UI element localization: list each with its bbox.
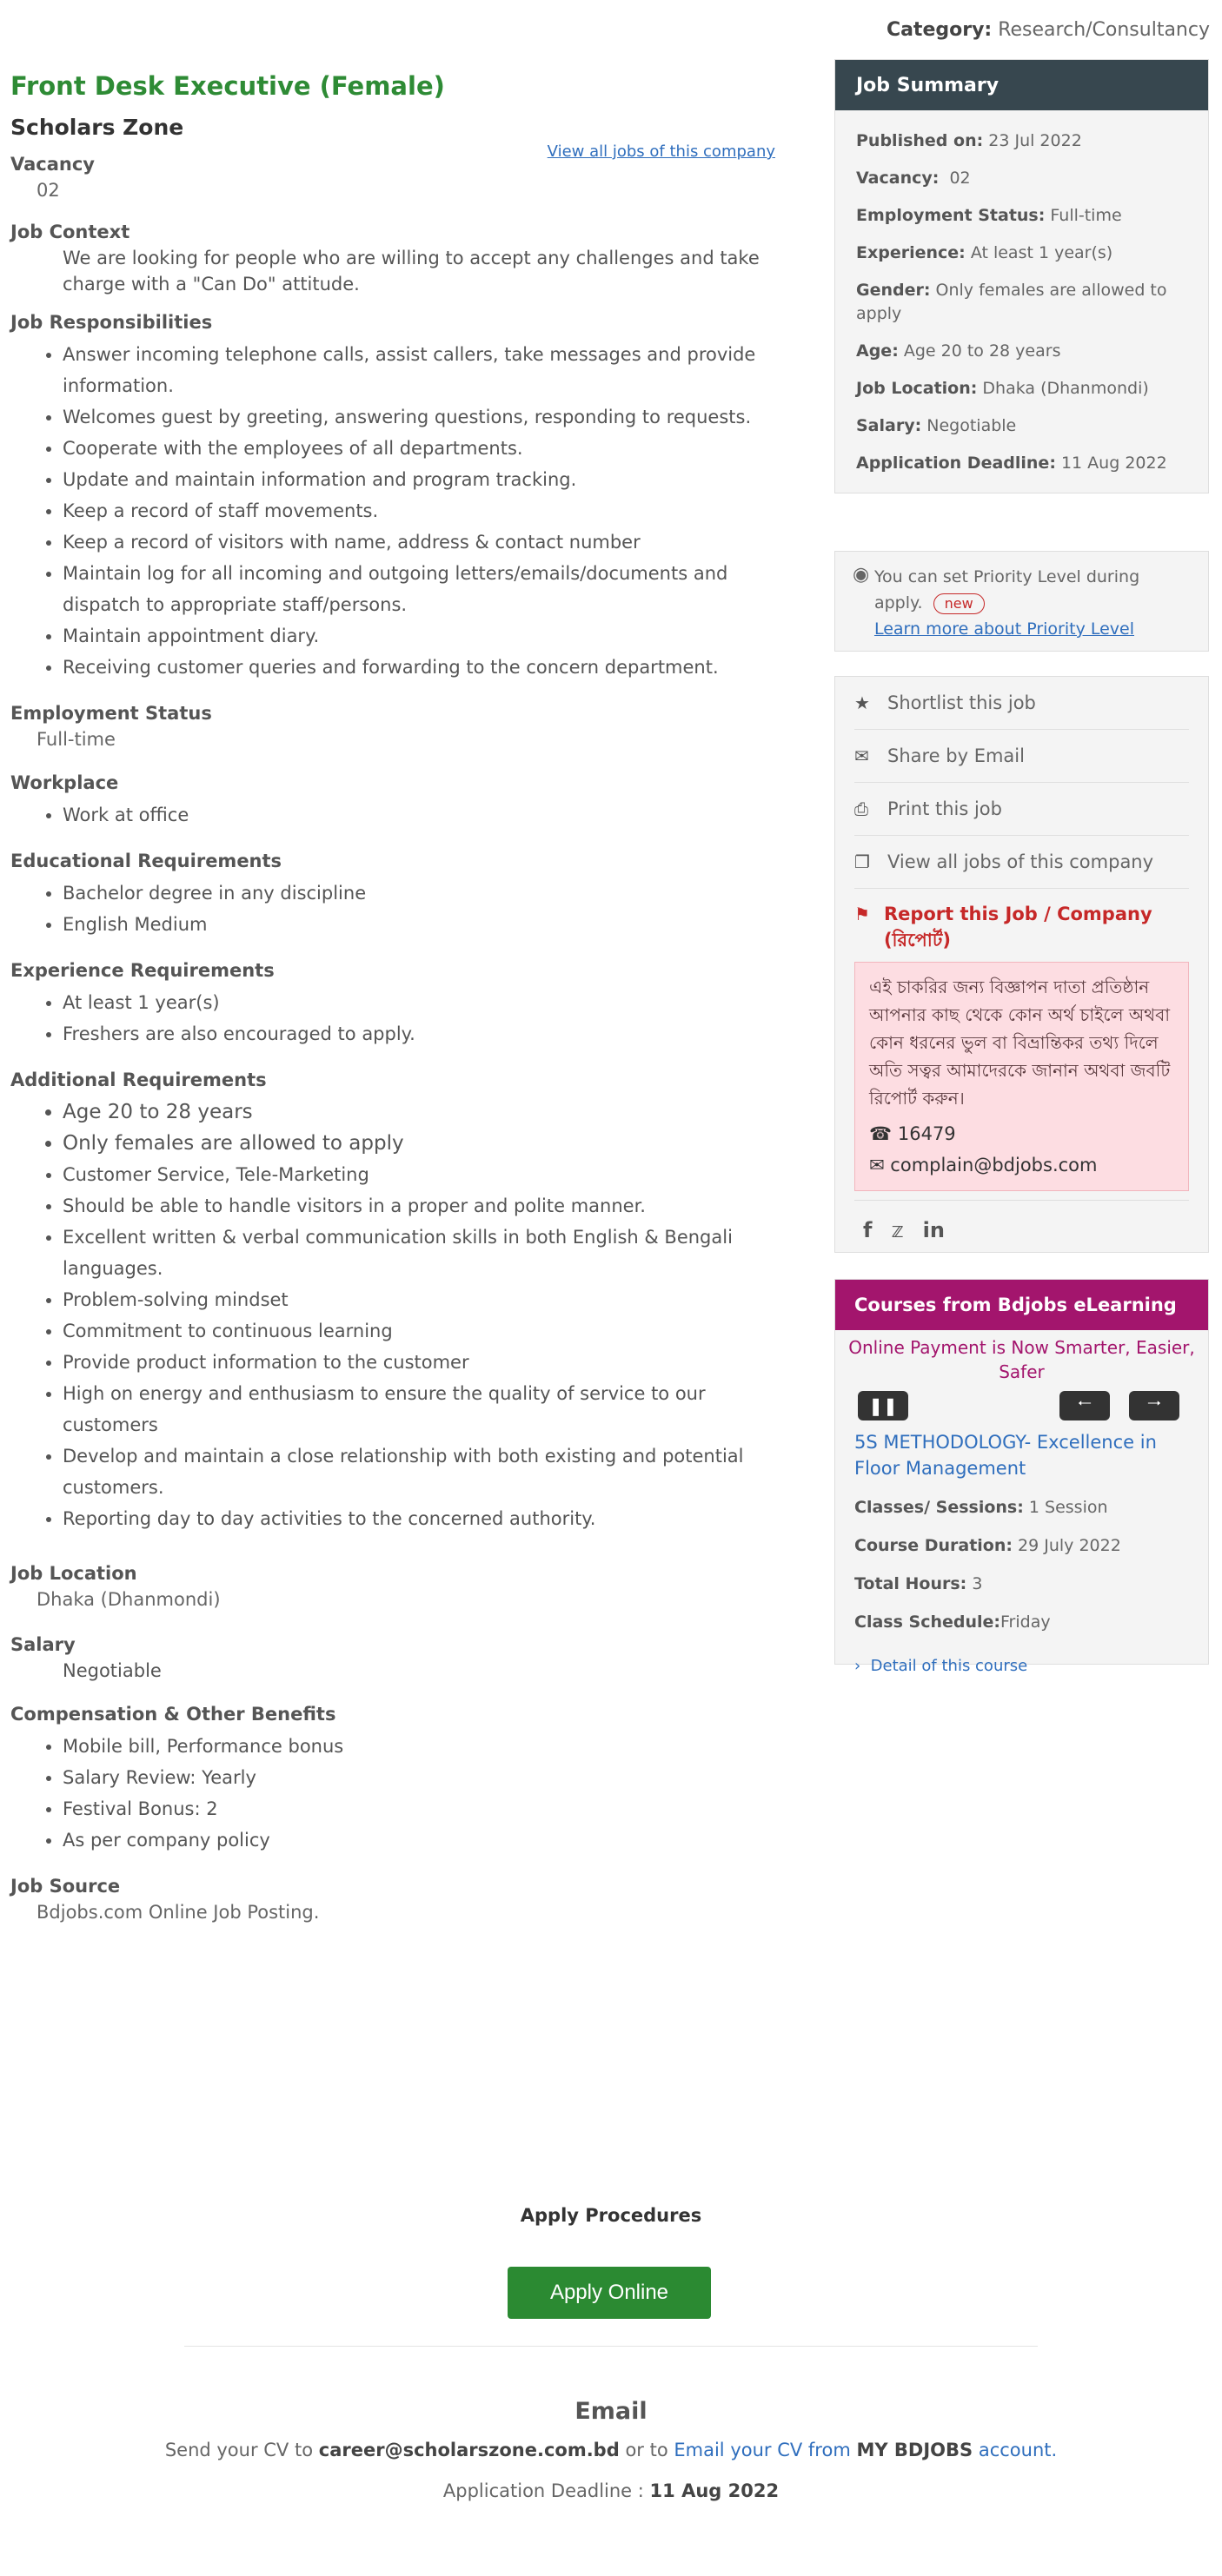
share-by-email-button[interactable]	[854, 730, 1189, 783]
job-details	[10, 70, 775, 1925]
application-deadline	[0, 2480, 1222, 2501]
employment-status-section	[10, 700, 775, 752]
list-item: • At least 1 year(s)	[63, 987, 775, 1018]
summary-value: 23 Jul 2022	[988, 131, 1082, 150]
report-label: Report this Job / Company (রিপোর্ট)	[883, 904, 1152, 950]
summary-row	[856, 242, 1187, 265]
list-item: • Salary Review: Yearly	[63, 1762, 775, 1793]
view-all-label: View all jobs of this company	[887, 851, 1154, 872]
job-title: Front Desk Executive (Female)	[10, 71, 445, 101]
list-item: • Customer Service, Tele-Marketing	[63, 1159, 775, 1190]
employment-status-value: Full-time	[37, 729, 116, 750]
additional-requirements-heading: Additional Requirements	[10, 1069, 267, 1090]
warning-text: এই চাকরির জন্য বিজ্ঞাপন দাতা প্রতিষ্ঠান আপনার কাছ থেকে কোন অর্থ চাইলে অথবা কোন ধরনের ভুল বা বিভ্রান্তিকর তথ্য দিলে অতি সত্বর আমাদেরকে জানান অথবা জবটি রিপোর্ট করুন।	[869, 977, 1171, 1109]
list-item: • Festival Bonus: 2	[63, 1793, 775, 1824]
twitter-icon[interactable]: 𝕫	[891, 1217, 904, 1242]
education-heading: Educational Requirements	[10, 851, 282, 871]
course-value: 1 Session	[1028, 1498, 1108, 1517]
course-value: 3	[972, 1574, 983, 1593]
send-cv-prefix: Send your CV to	[164, 2440, 314, 2460]
carousel-controls	[835, 1387, 1208, 1426]
job-source-heading: Job Source	[10, 1876, 121, 1897]
course-row	[854, 1572, 1189, 1596]
courses-heading: Courses from Bdjobs eLearning	[835, 1280, 1208, 1330]
shortlist-job-button[interactable]	[854, 677, 1189, 730]
summary-label: Gender:	[856, 281, 931, 300]
workplace-section	[10, 770, 775, 831]
star-icon: ★	[854, 692, 870, 713]
course-label: Classes/ Sessions:	[854, 1498, 1024, 1517]
copy-icon: ❐	[854, 851, 870, 872]
warning-box	[854, 962, 1189, 1191]
hotline-number: 16479	[897, 1123, 956, 1144]
list-item: • Should be able to handle visitors in a proper and polite manner.	[63, 1190, 775, 1222]
apply-procedures-heading: Apply Procedures	[520, 2205, 702, 2226]
email-heading: Email	[574, 2398, 648, 2425]
vacancy-value: 02	[37, 180, 60, 201]
list-item: • Maintain log for all incoming and outgoing letters/emails/documents and dispatch to appropriate staff/persons.	[63, 558, 775, 620]
email-cv-link[interactable]: Email your CV from	[674, 2440, 851, 2460]
additional-requirements-section	[10, 1067, 775, 1534]
list-item: • Freshers are also encouraged to apply.	[63, 1018, 775, 1050]
list-item: • Receiving customer queries and forwarding to the concern department.	[63, 652, 775, 683]
list-item: • Mobile bill, Performance bonus	[63, 1731, 775, 1762]
email-instructions	[0, 2440, 1222, 2460]
divider	[184, 2346, 1038, 2347]
apply-online-button[interactable]: Apply Online	[508, 2267, 711, 2319]
list-item: • Develop and maintain a close relationship with both existing and potential customers.	[63, 1440, 775, 1503]
list-item: • Maintain appointment diary.	[63, 620, 775, 652]
job-actions-panel	[834, 676, 1209, 1253]
summary-row	[856, 129, 1187, 153]
summary-value: At least 1 year(s)	[970, 243, 1113, 262]
list-item: • Keep a record of visitors with name, address & contact number	[63, 526, 775, 558]
deadline-value: 11 Aug 2022	[649, 2480, 780, 2501]
list-item: • Problem-solving mindset	[63, 1284, 775, 1315]
flag-icon: ⚑	[854, 904, 870, 924]
job-context-section	[10, 219, 775, 297]
course-detail-label: Detail of this course	[870, 1657, 1028, 1675]
summary-row	[856, 279, 1187, 326]
course-title-link[interactable]: 5S METHODOLOGY- Excellence in Floor Management	[854, 1432, 1157, 1479]
summary-label: Experience:	[856, 243, 966, 262]
envelope-icon: ✉	[854, 745, 869, 766]
linkedin-icon[interactable]: in	[922, 1217, 945, 1242]
list-item: • Reporting day to day activities to the concerned authority.	[63, 1503, 775, 1534]
summary-row	[856, 414, 1187, 438]
pause-button[interactable]: ❚❚	[858, 1391, 908, 1420]
employment-status-heading: Employment Status	[10, 703, 212, 724]
category-value: Research/Consultancy	[998, 19, 1210, 41]
company-email: career@scholarszone.com.bd	[318, 2440, 620, 2460]
list-item: • Commitment to continuous learning	[63, 1315, 775, 1347]
job-context-heading: Job Context	[10, 222, 130, 242]
summary-value: Only females are allowed to apply	[856, 281, 1167, 323]
category	[887, 19, 1210, 41]
vacancy-heading: Vacancy	[10, 154, 95, 175]
complain-email-row	[869, 1150, 1174, 1180]
list-item: • Excellent written & verbal communication skills in both English & Bengali languages.	[63, 1222, 775, 1284]
printer-icon: ⎙	[854, 798, 868, 819]
list-item: • Provide product information to the customer	[63, 1347, 775, 1378]
list-item: • As per company policy	[63, 1824, 775, 1856]
prev-arrow-button[interactable]: 🠀	[1059, 1391, 1110, 1420]
summary-value: Dhaka (Dhanmondi)	[982, 379, 1149, 398]
list-item: • High on energy and enthusiasm to ensure the quality of service to our customers	[63, 1378, 775, 1440]
category-label: Category:	[886, 19, 993, 41]
summary-label: Application Deadline:	[856, 454, 1056, 473]
course-label: Class Schedule:	[854, 1612, 1000, 1632]
list-item: • Keep a record of staff movements.	[63, 495, 775, 526]
compensation-heading: Compensation & Other Benefits	[10, 1704, 336, 1725]
phone-icon: ☎	[869, 1123, 893, 1144]
priority-level-panel	[834, 551, 1209, 652]
list-item: • Cooperate with the employees of all departments.	[63, 433, 775, 464]
social-share-bar	[854, 1200, 1189, 1259]
complain-email: complain@bdjobs.com	[890, 1155, 1098, 1175]
job-location-value: Dhaka (Dhanmondi)	[37, 1589, 221, 1610]
view-all-jobs-link[interactable]: View all jobs of this company	[547, 142, 775, 161]
summary-row	[856, 167, 1187, 190]
shortlist-label: Shortlist this job	[887, 692, 1036, 713]
compensation-section	[10, 1701, 775, 1856]
job-summary-panel	[834, 59, 1209, 493]
facebook-icon[interactable]: f	[863, 1217, 873, 1242]
salary-section	[10, 1632, 775, 1684]
summary-row	[856, 340, 1187, 363]
elearning-courses-panel	[834, 1279, 1209, 1675]
list-item: • Work at office	[63, 799, 775, 831]
course-detail-link[interactable]	[854, 1657, 1189, 1675]
course-row	[854, 1495, 1189, 1520]
responsibilities-heading: Job Responsibilities	[10, 312, 213, 333]
my-bdjobs-label: MY BDJOBS	[856, 2440, 973, 2460]
job-location-section	[10, 1560, 775, 1612]
share-label: Share by Email	[887, 745, 1025, 766]
summary-row	[856, 204, 1187, 228]
experience-section	[10, 957, 775, 1050]
course-value: Friday	[1000, 1612, 1051, 1632]
job-source-section	[10, 1873, 775, 1925]
list-item: • Bachelor degree in any discipline	[63, 877, 775, 909]
company-name: Scholars Zone	[10, 115, 184, 140]
report-job-button[interactable]	[854, 889, 1189, 962]
course-row	[854, 1533, 1189, 1558]
education-section	[10, 848, 775, 940]
summary-label: Published on:	[856, 131, 984, 150]
view-all-company-jobs-button[interactable]	[854, 836, 1189, 889]
job-context-line-2: charge with a "Can Do" attitude.	[63, 274, 360, 295]
job-source-value: Bdjobs.com Online Job Posting.	[37, 1902, 320, 1923]
summary-value: 02	[949, 169, 971, 188]
list-item: • Answer incoming telephone calls, assist callers, take messages and provide information.	[63, 339, 775, 401]
summary-value: 11 Aug 2022	[1060, 454, 1167, 473]
workplace-heading: Workplace	[10, 772, 119, 793]
responsibilities-section	[10, 309, 775, 683]
list-item: • Only females are allowed to apply	[63, 1128, 775, 1159]
envelope-icon: ✉	[869, 1155, 885, 1175]
salary-heading: Salary	[10, 1634, 76, 1655]
course-value: 29 July 2022	[1018, 1536, 1121, 1555]
print-label: Print this job	[887, 798, 1002, 819]
summary-label: Salary:	[856, 416, 922, 435]
job-location-heading: Job Location	[10, 1563, 137, 1584]
print-job-button[interactable]	[854, 783, 1189, 836]
summary-label: Age:	[856, 341, 899, 361]
course-label: Total Hours:	[854, 1574, 967, 1593]
course-label: Course Duration:	[854, 1536, 1013, 1555]
list-item: • Age 20 to 28 years	[63, 1096, 775, 1128]
hotline-row	[869, 1119, 1174, 1149]
deadline-label: Application Deadline :	[442, 2480, 644, 2501]
summary-label: Vacancy:	[856, 169, 940, 188]
experience-heading: Experience Requirements	[10, 960, 275, 981]
summary-row	[856, 377, 1187, 401]
priority-text-block	[874, 564, 1191, 651]
my-bdjobs-link[interactable]	[856, 2440, 973, 2460]
course-row	[854, 1610, 1189, 1634]
priority-text: You can set Priority Level during apply.	[873, 567, 1140, 613]
account-link[interactable]: account.	[978, 2440, 1058, 2460]
summary-value: Negotiable	[926, 416, 1017, 435]
summary-label: Job Location:	[856, 379, 978, 398]
lightbulb-icon: ◉	[853, 564, 870, 586]
new-badge: new	[933, 593, 985, 614]
job-context-line-1: We are looking for people who are willing to accept any challenges and take	[63, 248, 760, 268]
list-item: • Welcomes guest by greeting, answering questions, responding to requests.	[63, 401, 775, 433]
job-summary-heading: Job Summary	[835, 60, 1208, 110]
summary-label: Employment Status:	[856, 206, 1046, 225]
salary-value: Negotiable	[63, 1660, 162, 1681]
summary-value: Age 20 to 28 years	[903, 341, 1061, 361]
chevron-right-icon: ›	[854, 1657, 861, 1675]
summary-value: Full-time	[1050, 206, 1122, 225]
next-arrow-button[interactable]: 🠂	[1129, 1391, 1179, 1420]
summary-row	[856, 452, 1187, 475]
payment-marquee: Online Payment is Now Smarter, Easier, Safer	[848, 1337, 1195, 1382]
or-to-text: or to	[625, 2440, 668, 2460]
list-item: • English Medium	[63, 909, 775, 940]
priority-learn-more-link[interactable]: Learn more about Priority Level	[873, 619, 1135, 639]
list-item: • Update and maintain information and program tracking.	[63, 464, 775, 495]
